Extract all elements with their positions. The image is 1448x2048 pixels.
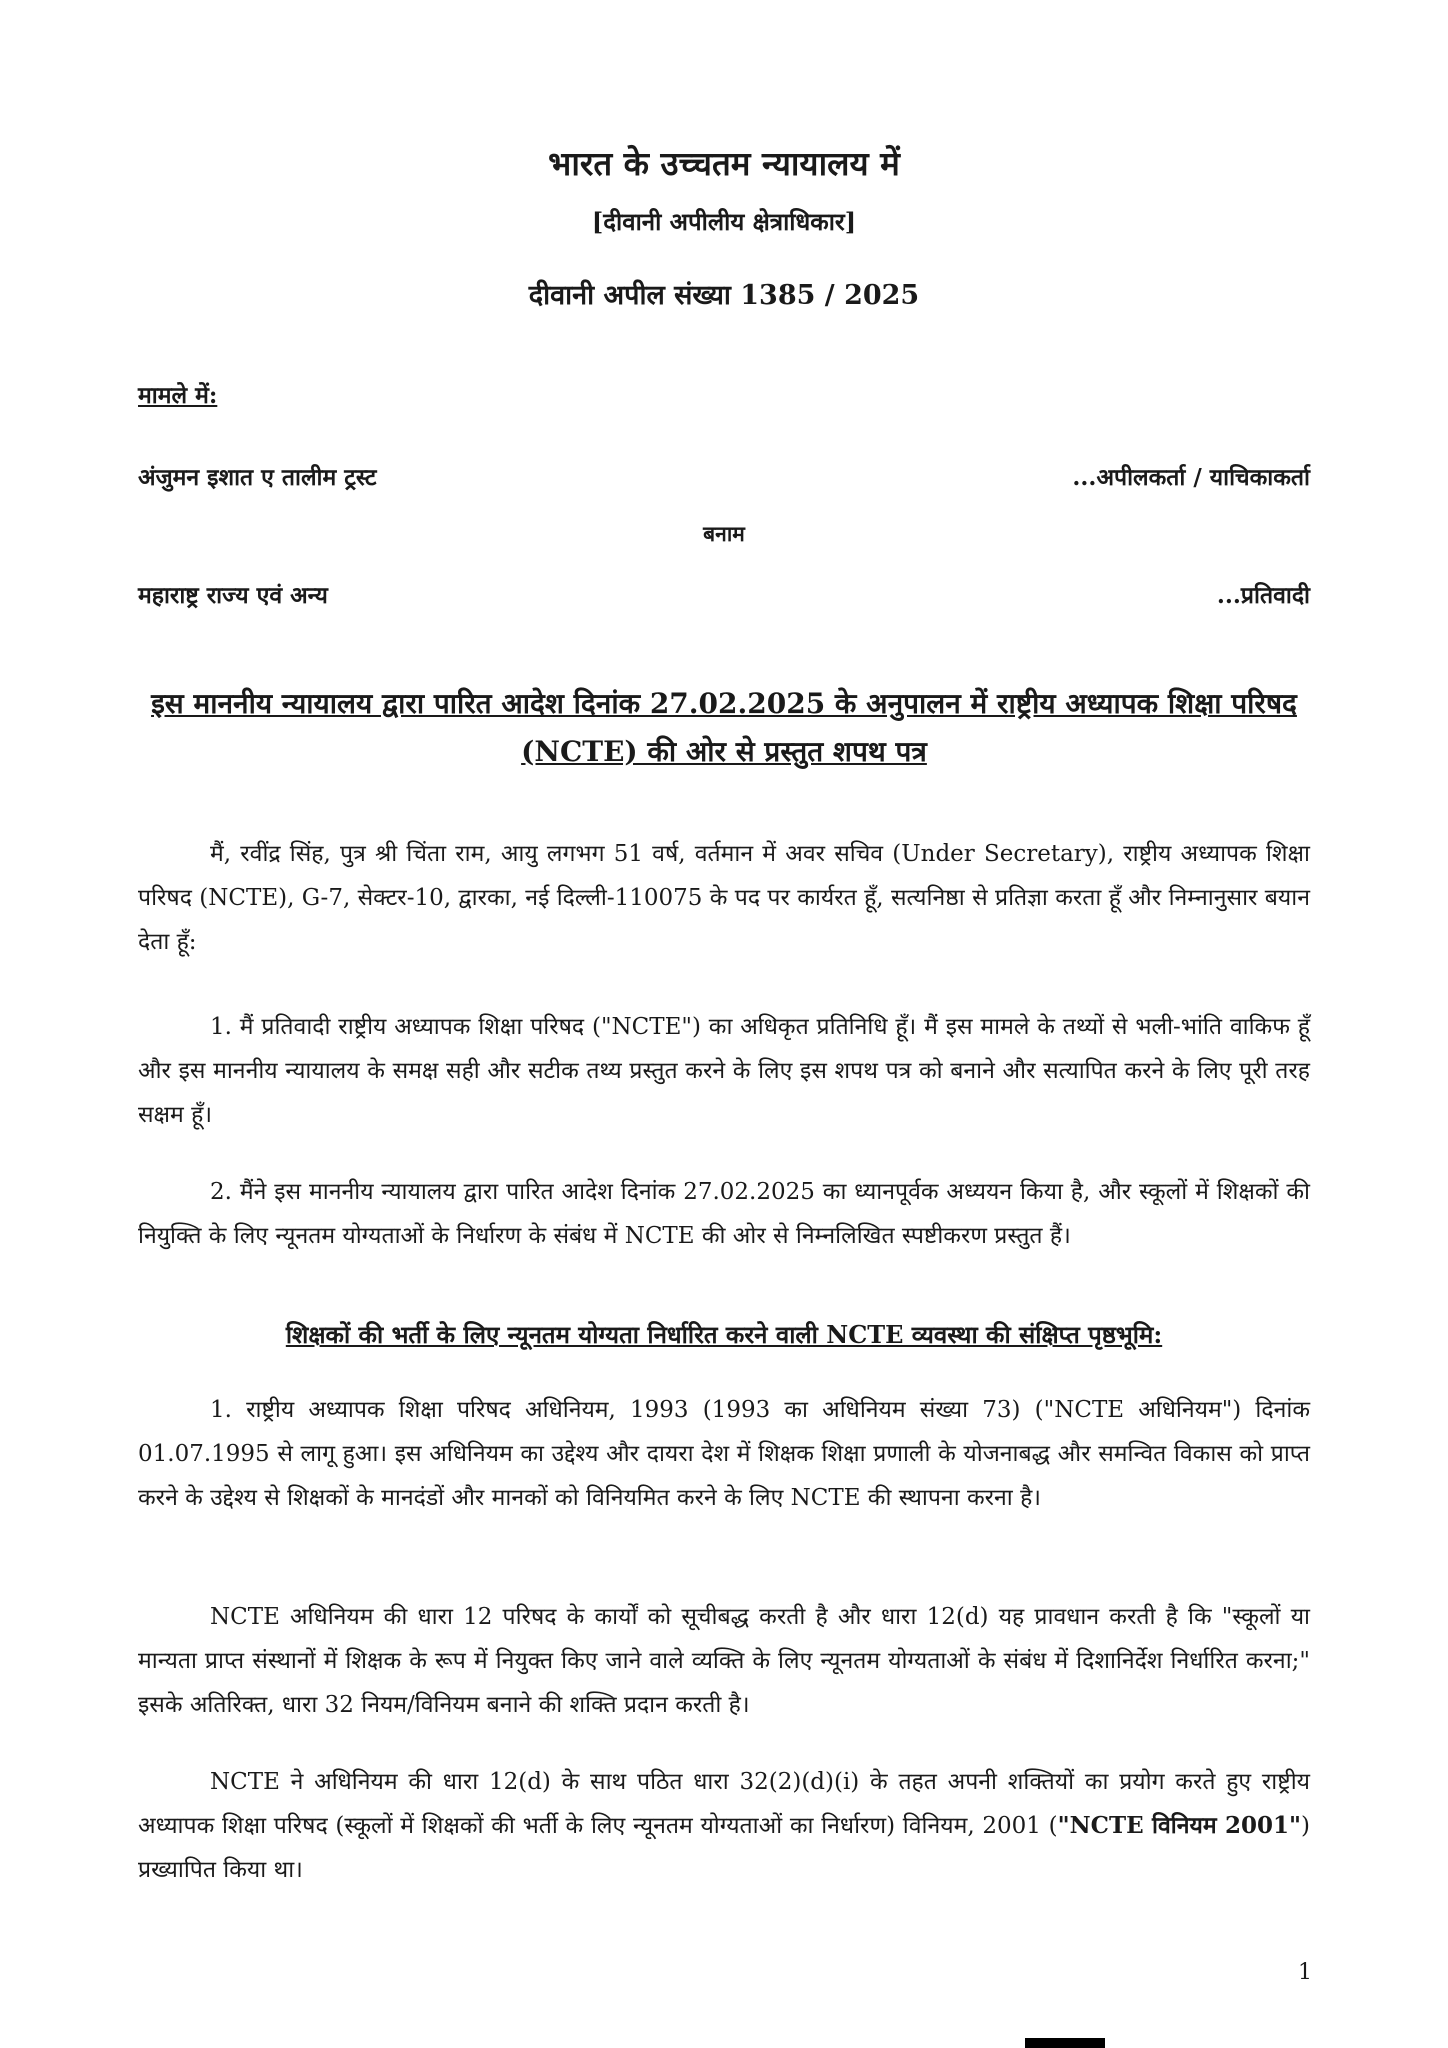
background-paragraph-3-end: ) प्रख्यापित किया था। xyxy=(138,1813,1311,1883)
background-paragraph-1: 1. राष्ट्रीय अध्यापक शिक्षा परिषद अधिनियम, 1993 (1993 का अधिनियम संख्या 73) ("NCTE अधिनियम") दिनांक 01.07.1995 से लागू हुआ। इस अधिनियम का उद्देश्य और दायरा देश में शिक्षक शिक्षा प्रणाली के योजनाबद्ध और समन्वित विकास को प्राप्त करने के उद्देश्य से शिक्षकों के मानदंडों और मानकों को विनियमित करने के लिए NCTE की स्थापना करना है। xyxy=(138,1397,1310,1511)
paragraph-1: 1. मैं प्रतिवादी राष्ट्रीय अध्यापक शिक्षा परिषद ("NCTE") का अधिकृत प्रतिनिधि हूँ। मैं इस मामले के तथ्यों से भली-भांति वाकिफ हूँ और इस माननीय न्यायालय के समक्ष सही और सटीक तथ्य प्रस्तुत करने के लिए इस शपथ पत्र को बनाने और सत्यापित करने के लिए पूरी तरह सक्षम हूँ। xyxy=(138,1014,1310,1128)
paragraph-2: 2. मैंने इस माननीय न्यायालय द्वारा पारित आदेश दिनांक 27.02.2025 का ध्यानपूर्वक अध्ययन किया है, और स्कूलों में शिक्षकों की नियुक्ति के लिए न्यूनतम योग्यताओं के निर्धारण के संबंध में NCTE की ओर से निम्नलिखित स्पष्टीकरण प्रस्तुत हैं। xyxy=(138,1179,1310,1249)
affidavit-title xyxy=(138,680,1310,776)
intro-paragraph: मैं, रवींद्र सिंह, पुत्र श्री चिंता राम, आयु लगभग 51 वर्ष, वर्तमान में अवर सचिव (Under Secretary), राष्ट्रीय अध्यापक शिक्षा परिषद (NCTE), G-7, सेक्टर-10, द्वारका, नई दिल्ली-110075 के पद पर कार्यरत हूँ, सत्यनिष्ठा से प्रतिज्ञा करता हूँ और निम्नानुसार बयान देता हूँ: xyxy=(138,841,1310,955)
background-paragraph-2: NCTE अधिनियम की धारा 12 परिषद के कार्यों को सूचीबद्ध करती है और धारा 12(d) यह प्रावधान करती है कि "स्कूलों या मान्यता प्राप्त संस्थानों में शिक्षक के रूप में नियुक्त किए जाने वाले व्यक्ति के लिए न्यूनतम योग्यताओं के संबंध में दिशानिर्देश निर्धारित करना;" इसके अतिरिक्त, धारा 32 नियम/विनियम बनाने की शक्ति प्रदान करती है। xyxy=(138,1604,1310,1718)
court-title: भारत के उच्चतम न्यायालय में xyxy=(548,144,900,183)
respondent-role: ...प्रतिवादी xyxy=(1216,582,1310,609)
affidavit-title-text: इस माननीय न्यायालय द्वारा पारित आदेश दिनांक 27.02.2025 के अनुपालन में राष्ट्रीय अध्यापक शिक्षा परिषद (NCTE) की ओर से प्रस्तुत शपथ पत्र xyxy=(151,687,1297,768)
regulation-short-name: "NCTE विनियम 2001" xyxy=(1057,1812,1302,1839)
background-paragraph-3 xyxy=(138,1760,1310,1892)
respondent-name: महाराष्ट्र राज्य एवं अन्य xyxy=(138,582,328,609)
matter-label: मामले में: xyxy=(138,382,218,409)
background-paragraph-3-start: NCTE ने अधिनियम की धारा 12(d) के साथ पठित धारा 32(2)(d)(i) के तहत अपनी शक्तियों का प्रयोग करते हुए राष्ट्रीय अध्यापक शिक्षा परिषद (स्कूलों में शिक्षकों की भर्ती के लिए न्यूनतम योग्यताओं का निर्धारण) विनियम, 2001 ( xyxy=(138,1769,1310,1839)
appeal-number: दीवानी अपील संख्या 1385 / 2025 xyxy=(528,280,920,311)
versus-label: बनाम xyxy=(703,521,745,546)
respondent-row xyxy=(138,578,1310,610)
background-heading: शिक्षकों की भर्ती के लिए न्यूनतम योग्यता निर्धारित करने वाली NCTE व्यवस्था की संक्षिप्त पृष्ठभूमि: xyxy=(285,1320,1163,1349)
bottom-edge-mark xyxy=(1025,2038,1105,2048)
appellant-role: ...अपीलकर्ता / याचिकाकर्ता xyxy=(1072,464,1310,491)
jurisdiction-label: [दीवानी अपीलीय क्षेत्राधिकार] xyxy=(591,207,857,236)
page-number: 1 xyxy=(1298,1960,1312,1985)
appellant-name: अंजुमन इशात ए तालीम ट्रस्ट xyxy=(138,464,377,491)
appellant-row xyxy=(138,460,1310,492)
